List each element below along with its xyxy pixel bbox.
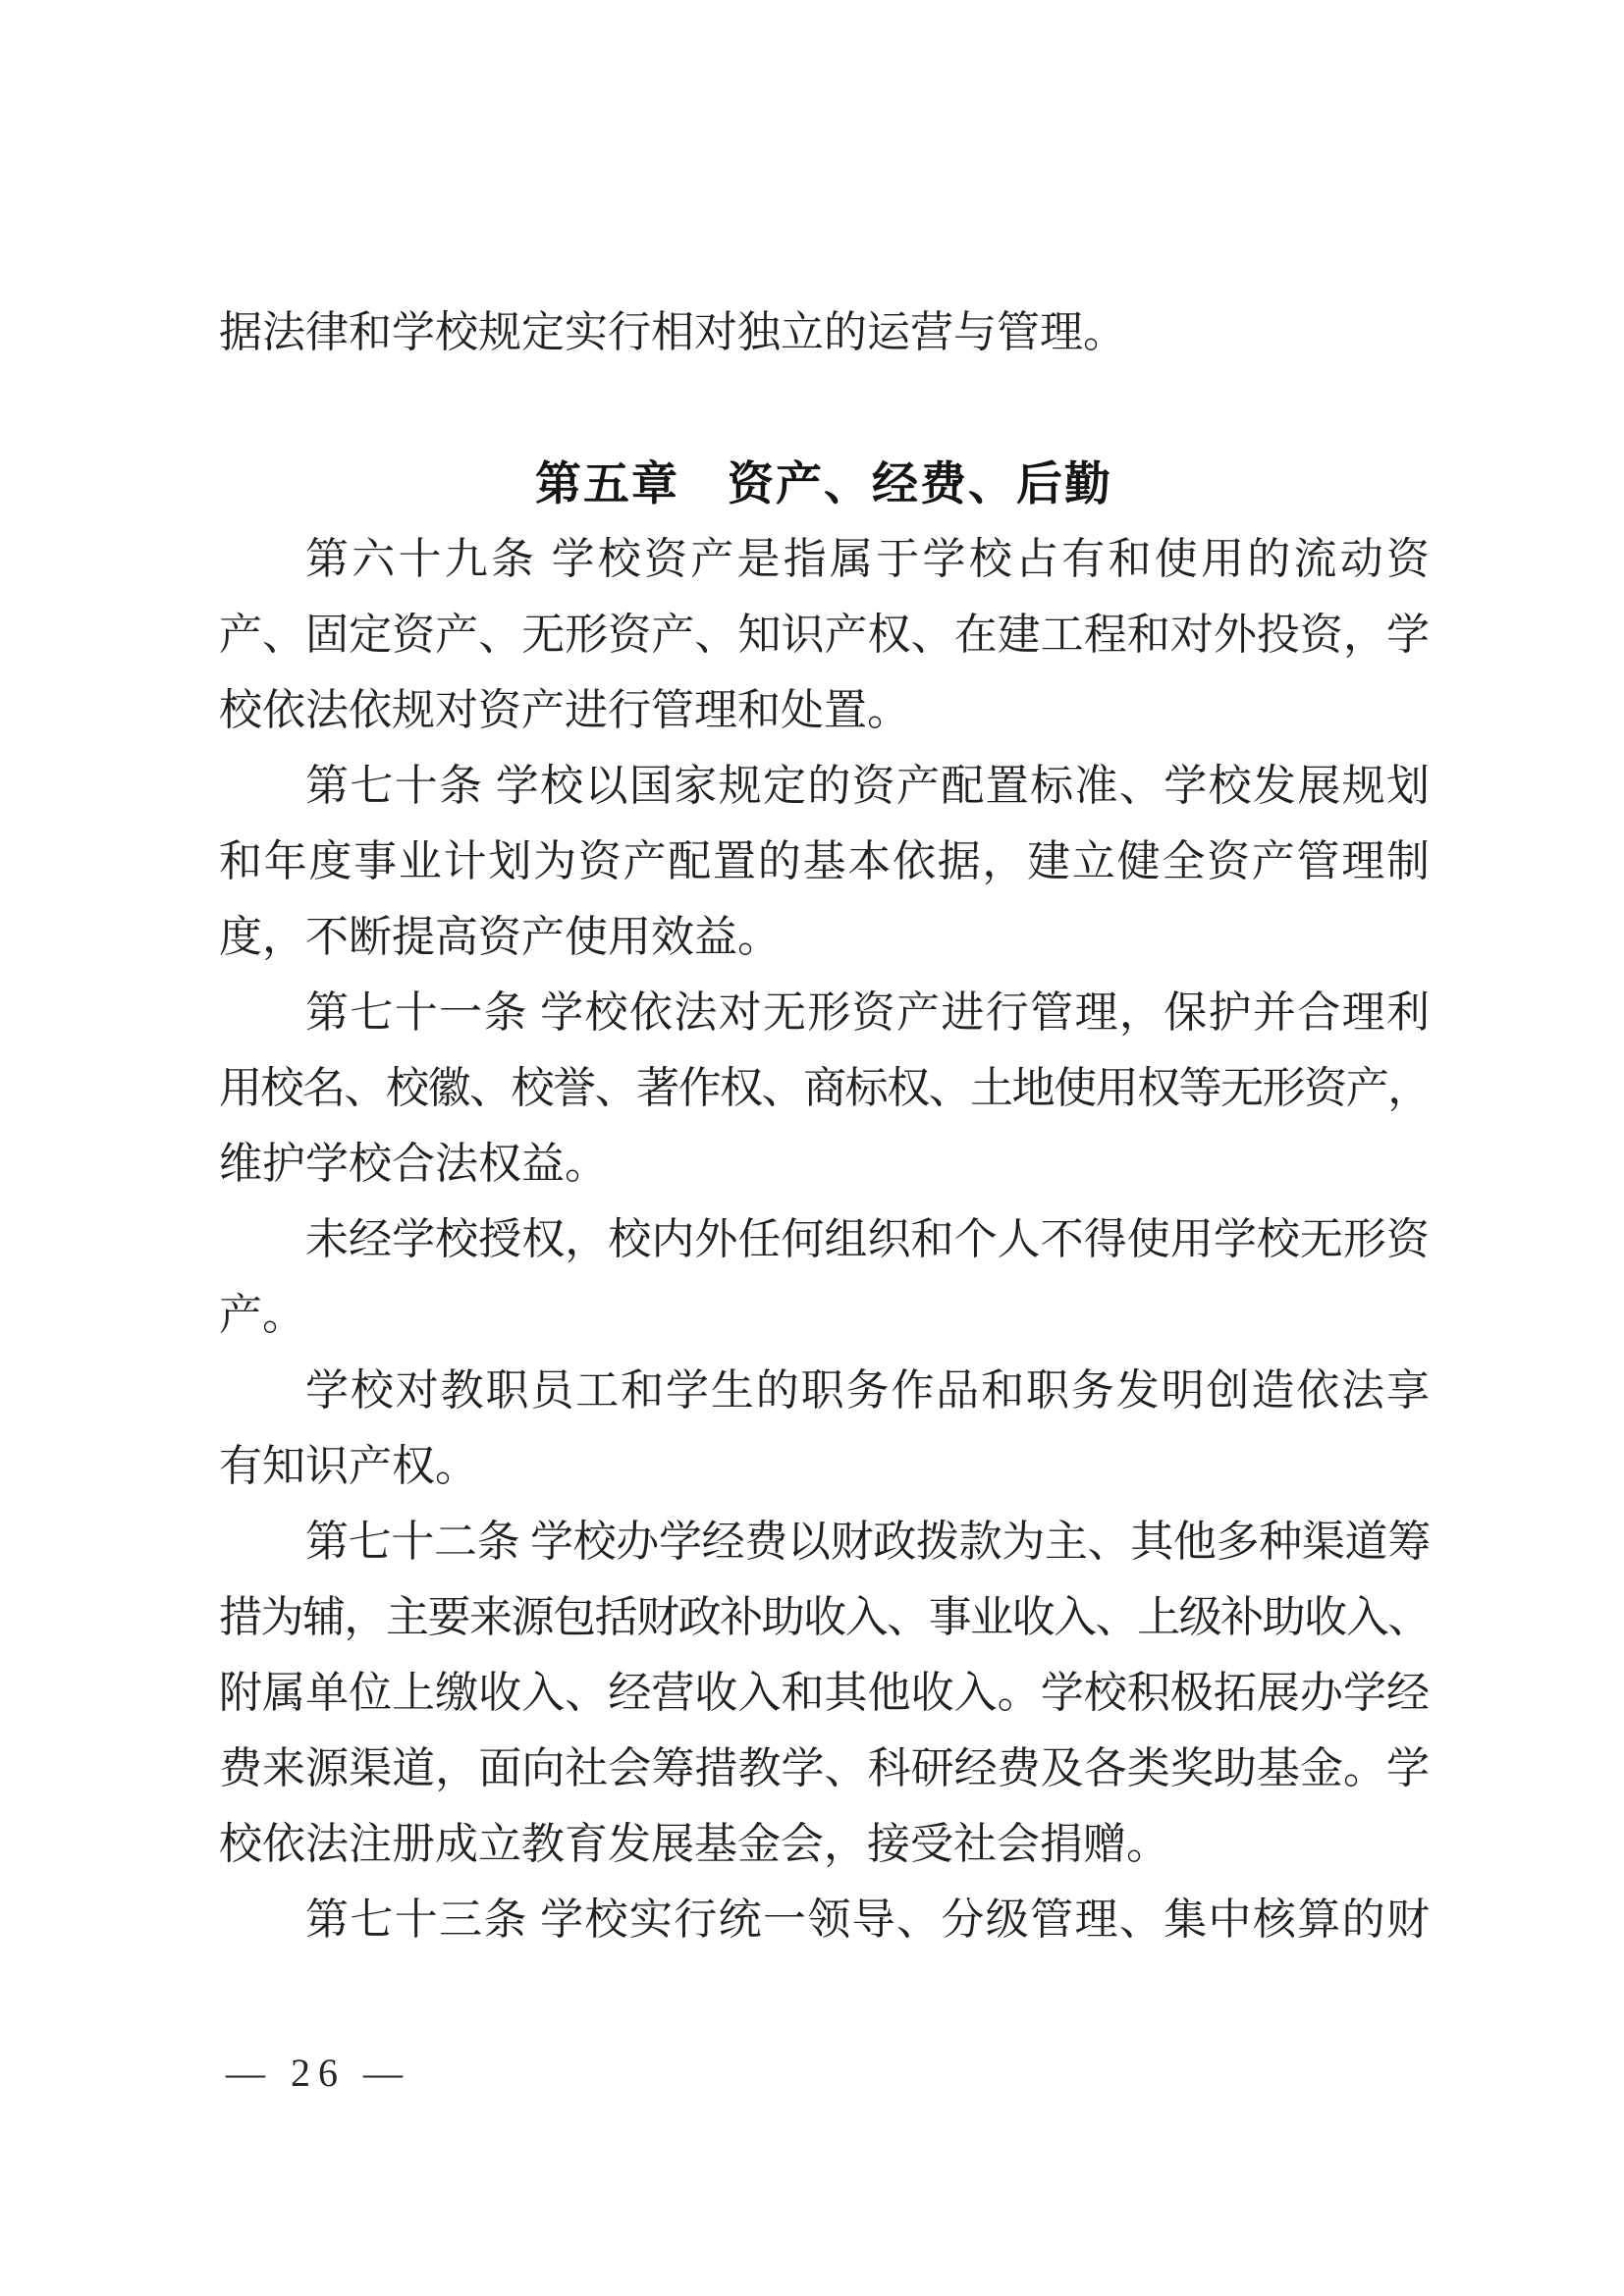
text-line: 维护学校合法权益。 [219, 1140, 608, 1188]
text-line: 度，不断提高资产使用效益。 [219, 913, 781, 961]
text-line: 和年度事业计划为资产配置的基本依据，建立健全资产管理制 [219, 837, 1429, 885]
page-number: — 26 — [226, 2051, 410, 2095]
text-line: 校依法注册成立教育发展基金会，接受社会捐赠。 [219, 1820, 1169, 1868]
text-line: 学校对教职员工和学生的职务作品和职务发明创造依法享 [305, 1366, 1429, 1415]
text-line: 措为辅，主要来源包括财政补助收入、事业收入、上级补助收入、 [219, 1593, 1429, 1641]
text-line: 有知识产权。 [219, 1442, 478, 1490]
text-line: 产、固定资产、无形资产、知识产权、在建工程和对外投资，学 [219, 611, 1429, 659]
text-line-article-72: 第七十二条 学校办学经费以财政拨款为主、其他多种渠道筹 [305, 1518, 1429, 1566]
text-line: 用校名、校徽、校誉、著作权、商标权、土地使用权等无形资产， [219, 1064, 1429, 1112]
text-line: 未经学校授权，校内外任何组织和个人不得使用学校无形资 [305, 1215, 1429, 1263]
text-line: 附属单位上缴收入、经营收入和其他收入。学校积极拓展办学经 [219, 1669, 1429, 1717]
text-line: 费来源渠道，面向社会筹措教学、科研经费及各类奖助基金。学 [219, 1744, 1429, 1792]
text-line-article-70: 第七十条 学校以国家规定的资产配置标准、学校发展规划 [305, 762, 1429, 810]
text-line-continuation: 据法律和学校规定实行相对独立的运营与管理。 [219, 308, 1126, 356]
text-line-article-71: 第七十一条 学校依法对无形资产进行管理，保护并合理利 [305, 988, 1429, 1037]
text-line-article-73: 第七十三条 学校实行统一领导、分级管理、集中核算的财 [305, 1896, 1429, 1944]
chapter-heading: 第五章 资产、经费、后勤 [535, 457, 1112, 509]
text-line: 校依法依规对资产进行管理和处置。 [219, 686, 910, 734]
text-line-article-69: 第六十九条 学校资产是指属于学校占有和使用的流动资 [305, 535, 1429, 583]
text-block [219, 294, 1429, 1957]
text-line: 产。 [219, 1291, 305, 1339]
